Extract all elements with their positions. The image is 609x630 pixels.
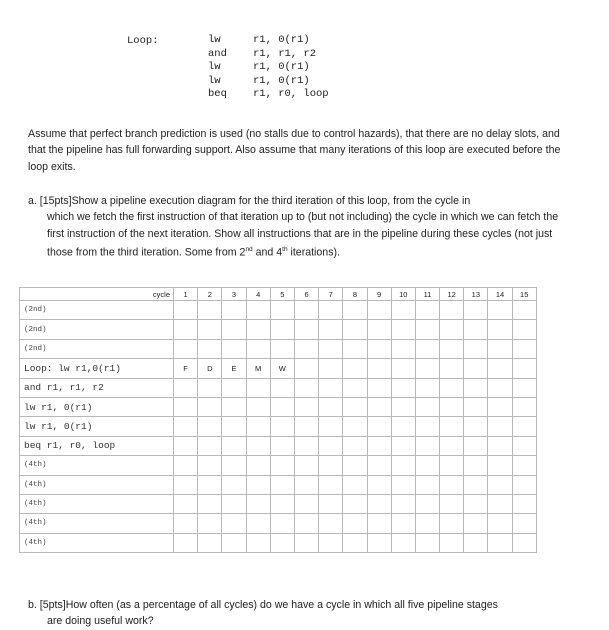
- stage-cell[interactable]: [440, 514, 464, 533]
- stage-cell[interactable]: [174, 475, 198, 494]
- stage-cell[interactable]: [440, 359, 464, 378]
- stage-cell[interactable]: [198, 417, 222, 436]
- stage-cell[interactable]: [415, 378, 439, 397]
- operands: r1, r0, loop: [253, 88, 329, 100]
- stage-cell[interactable]: [174, 494, 198, 513]
- stage-cell[interactable]: [294, 417, 318, 436]
- stage-cell[interactable]: [464, 417, 488, 436]
- cycle-number: 12: [440, 288, 464, 301]
- stage-cell[interactable]: [440, 533, 464, 552]
- stage-cell[interactable]: [343, 456, 367, 475]
- instruction-label: (4th): [20, 514, 174, 533]
- stage-cell[interactable]: [488, 320, 512, 339]
- stage-cell[interactable]: [488, 533, 512, 552]
- stage-cell[interactable]: [440, 417, 464, 436]
- stage-cell[interactable]: W: [270, 359, 294, 378]
- stage-cell[interactable]: [512, 494, 536, 513]
- instruction-label: lw r1, 0(r1): [20, 397, 174, 416]
- stage-cell[interactable]: [367, 533, 391, 552]
- stage-cell[interactable]: [367, 378, 391, 397]
- stage-cell[interactable]: [367, 514, 391, 533]
- stage-cell[interactable]: [464, 436, 488, 455]
- stage-cell[interactable]: [319, 494, 343, 513]
- stage-cell[interactable]: [512, 397, 536, 416]
- stage-cell[interactable]: [246, 320, 270, 339]
- cycle-number: 14: [488, 288, 512, 301]
- instruction-row: [20, 475, 537, 494]
- instruction-row: [20, 301, 537, 320]
- stage-cell[interactable]: [319, 475, 343, 494]
- operands: r1, 0(r1): [253, 74, 310, 87]
- stage-cell[interactable]: [464, 359, 488, 378]
- stage-cell[interactable]: [174, 417, 198, 436]
- stage-cell[interactable]: [198, 436, 222, 455]
- stage-cell[interactable]: [512, 514, 536, 533]
- stage-cell[interactable]: [367, 320, 391, 339]
- stage-cell[interactable]: [246, 417, 270, 436]
- stage-cell[interactable]: [343, 320, 367, 339]
- stage-cell[interactable]: [488, 301, 512, 320]
- stage-cell[interactable]: [367, 359, 391, 378]
- stage-cell[interactable]: [391, 417, 415, 436]
- stage-cell[interactable]: [488, 397, 512, 416]
- stage-cell[interactable]: [343, 339, 367, 358]
- question-b-line1: b. [5pts]How often (as a percentage of all cycles) do we have a cycle in which all five pipeline stages: [28, 599, 498, 611]
- instruction-label: (4th): [20, 456, 174, 475]
- stage-cell[interactable]: [488, 359, 512, 378]
- stage-cell[interactable]: [488, 339, 512, 358]
- stage-cell[interactable]: [343, 359, 367, 378]
- stage-cell[interactable]: [440, 436, 464, 455]
- stage-cell[interactable]: [464, 456, 488, 475]
- stage-cell[interactable]: [391, 494, 415, 513]
- stage-cell[interactable]: [246, 494, 270, 513]
- cycle-number: 13: [464, 288, 488, 301]
- stage-cell[interactable]: [488, 378, 512, 397]
- instruction-row: [20, 320, 537, 339]
- stage-cell[interactable]: [391, 436, 415, 455]
- cycle-number: 7: [319, 288, 343, 301]
- stage-cell[interactable]: [222, 417, 246, 436]
- stage-cell[interactable]: [391, 514, 415, 533]
- question-a-tail: iterations).: [287, 246, 340, 259]
- operands: r1, 0(r1): [253, 61, 310, 73]
- opcode-column: [208, 34, 244, 102]
- stage-cell[interactable]: [246, 514, 270, 533]
- stage-cell[interactable]: [488, 456, 512, 475]
- stage-cell[interactable]: [415, 475, 439, 494]
- stage-cell[interactable]: [319, 417, 343, 436]
- stage-cell[interactable]: [246, 397, 270, 416]
- question-a-body: [28, 209, 576, 260]
- operand-column: [253, 34, 393, 102]
- cycle-number: 2: [198, 288, 222, 301]
- instruction-label: (4th): [20, 533, 174, 552]
- stage-cell[interactable]: [415, 339, 439, 358]
- stage-cell[interactable]: [294, 494, 318, 513]
- stage-cell[interactable]: [270, 514, 294, 533]
- superscript-nd: nd: [245, 245, 253, 253]
- stage-cell[interactable]: [174, 436, 198, 455]
- stage-cell[interactable]: [343, 436, 367, 455]
- stage-cell[interactable]: [174, 397, 198, 416]
- stage-cell[interactable]: [343, 514, 367, 533]
- instruction-row: [20, 417, 537, 436]
- stage-cell[interactable]: [246, 456, 270, 475]
- stage-cell[interactable]: [367, 339, 391, 358]
- stage-cell[interactable]: [319, 339, 343, 358]
- stage-cell[interactable]: [294, 533, 318, 552]
- loop-label: Loop:: [127, 35, 159, 47]
- stage-cell[interactable]: [198, 339, 222, 358]
- stage-cell[interactable]: [464, 475, 488, 494]
- stage-cell[interactable]: [319, 514, 343, 533]
- stage-cell[interactable]: [488, 417, 512, 436]
- opcode: lw: [208, 74, 221, 87]
- stage-cell[interactable]: [415, 514, 439, 533]
- stage-cell[interactable]: [512, 339, 536, 358]
- stage-cell[interactable]: [270, 339, 294, 358]
- question-a-mid: and 4: [252, 246, 283, 259]
- stage-cell[interactable]: [198, 456, 222, 475]
- stage-cell[interactable]: [415, 397, 439, 416]
- question-b-line2: are doing useful work?: [47, 614, 154, 627]
- stage-cell[interactable]: [343, 417, 367, 436]
- stage-cell[interactable]: F: [174, 359, 198, 378]
- stage-cell[interactable]: [440, 339, 464, 358]
- stage-cell[interactable]: [319, 359, 343, 378]
- opcode: and: [208, 47, 227, 60]
- stage-cell[interactable]: [440, 475, 464, 494]
- question-a-text: which we fetch the first instruction of that iteration up to (but not including) the cycle in which we can fetch the first instruction of the next iteration. Show all instructions that are in the pipeline during these cycles (not just those from the third iteration. Some from 2: [47, 211, 559, 259]
- stage-cell[interactable]: [391, 359, 415, 378]
- stage-cell[interactable]: [270, 301, 294, 320]
- instruction-label: lw r1, 0(r1): [20, 417, 174, 436]
- instruction-row: [20, 436, 537, 455]
- stage-cell[interactable]: [174, 320, 198, 339]
- instruction-row: [20, 359, 537, 378]
- stage-cell[interactable]: [294, 475, 318, 494]
- stage-cell[interactable]: [270, 397, 294, 416]
- stage-cell[interactable]: [391, 378, 415, 397]
- stage-cell[interactable]: [512, 301, 536, 320]
- stage-cell[interactable]: [294, 320, 318, 339]
- instruction-row: [20, 514, 537, 533]
- stage-cell[interactable]: [464, 301, 488, 320]
- stage-cell[interactable]: [319, 301, 343, 320]
- stage-cell[interactable]: [488, 475, 512, 494]
- instruction-row: [20, 339, 537, 358]
- stage-cell[interactable]: [367, 456, 391, 475]
- stage-cell[interactable]: [294, 514, 318, 533]
- stage-cell[interactable]: [464, 533, 488, 552]
- stage-cell[interactable]: [174, 533, 198, 552]
- stage-cell[interactable]: [440, 320, 464, 339]
- stage-cell[interactable]: [222, 456, 246, 475]
- stage-cell[interactable]: [415, 456, 439, 475]
- stage-cell[interactable]: [512, 320, 536, 339]
- stage-cell[interactable]: [270, 320, 294, 339]
- stage-cell[interactable]: [488, 436, 512, 455]
- stage-cell[interactable]: [343, 301, 367, 320]
- stage-cell[interactable]: [512, 417, 536, 436]
- stage-cell[interactable]: [319, 533, 343, 552]
- cycle-corner-label: cycle: [20, 288, 174, 301]
- stage-cell[interactable]: [464, 494, 488, 513]
- question-a: [28, 193, 576, 261]
- stage-cell[interactable]: [174, 456, 198, 475]
- cycle-header-row: [20, 288, 537, 301]
- instruction-row: [20, 533, 537, 552]
- stage-cell[interactable]: [464, 320, 488, 339]
- stage-cell[interactable]: [246, 339, 270, 358]
- stage-cell[interactable]: [343, 475, 367, 494]
- stage-cell[interactable]: [246, 436, 270, 455]
- instruction-label: and r1, r1, r2: [20, 378, 174, 397]
- stage-cell[interactable]: [294, 456, 318, 475]
- instruction-row: [20, 397, 537, 416]
- stage-cell[interactable]: [198, 378, 222, 397]
- stage-cell[interactable]: [270, 378, 294, 397]
- stage-cell[interactable]: [367, 475, 391, 494]
- question-b: [28, 598, 588, 629]
- stage-cell[interactable]: [222, 397, 246, 416]
- stage-cell[interactable]: [391, 339, 415, 358]
- stage-cell[interactable]: [512, 533, 536, 552]
- stage-cell[interactable]: [440, 456, 464, 475]
- stage-cell[interactable]: [270, 417, 294, 436]
- stage-cell[interactable]: [319, 397, 343, 416]
- stage-cell[interactable]: [343, 494, 367, 513]
- stage-cell[interactable]: [512, 359, 536, 378]
- stage-cell[interactable]: [222, 514, 246, 533]
- instruction-row: [20, 456, 537, 475]
- stage-cell[interactable]: [391, 397, 415, 416]
- stage-cell[interactable]: [294, 436, 318, 455]
- stage-cell[interactable]: [415, 320, 439, 339]
- assumptions-paragraph: Assume that perfect branch prediction is used (no stalls due to control hazards), that there are no delay slots, and that the pipeline has full forwarding support. Also assume that many iterations of this loop are executed before the loop exits.: [28, 128, 561, 173]
- cycle-number: 4: [246, 288, 270, 301]
- stage-cell[interactable]: [343, 378, 367, 397]
- cycle-number: 3: [222, 288, 246, 301]
- stage-cell[interactable]: [488, 494, 512, 513]
- stage-cell[interactable]: [198, 533, 222, 552]
- instruction-label: (2nd): [20, 301, 174, 320]
- cycle-number: 1: [174, 288, 198, 301]
- stage-cell[interactable]: M: [246, 359, 270, 378]
- stage-cell[interactable]: [294, 397, 318, 416]
- stage-cell[interactable]: [294, 359, 318, 378]
- stage-cell[interactable]: [174, 339, 198, 358]
- stage-cell[interactable]: [367, 494, 391, 513]
- stage-cell[interactable]: [294, 378, 318, 397]
- stage-cell[interactable]: [512, 436, 536, 455]
- stage-cell[interactable]: [270, 436, 294, 455]
- instruction-label: (4th): [20, 475, 174, 494]
- stage-cell[interactable]: [415, 417, 439, 436]
- stage-cell[interactable]: [222, 475, 246, 494]
- opcode: lw: [208, 34, 221, 46]
- stage-cell[interactable]: [174, 301, 198, 320]
- stage-cell[interactable]: [174, 378, 198, 397]
- stage-cell[interactable]: [246, 378, 270, 397]
- stage-cell[interactable]: [391, 475, 415, 494]
- stage-cell[interactable]: [246, 533, 270, 552]
- stage-cell[interactable]: [464, 339, 488, 358]
- stage-cell[interactable]: [488, 514, 512, 533]
- cycle-number: 10: [391, 288, 415, 301]
- cycle-number: 9: [367, 288, 391, 301]
- stage-cell[interactable]: [198, 494, 222, 513]
- stage-cell[interactable]: E: [222, 359, 246, 378]
- stage-cell[interactable]: [415, 533, 439, 552]
- stage-cell[interactable]: [415, 359, 439, 378]
- stage-cell[interactable]: [440, 378, 464, 397]
- instruction-label: (4th): [20, 494, 174, 513]
- stage-cell[interactable]: [440, 301, 464, 320]
- opcode: lw: [208, 61, 221, 73]
- stage-cell[interactable]: [440, 494, 464, 513]
- stage-cell[interactable]: [270, 533, 294, 552]
- superscript-th: th: [282, 245, 288, 253]
- stage-cell[interactable]: [391, 456, 415, 475]
- cycle-number: 5: [270, 288, 294, 301]
- stage-cell[interactable]: [512, 475, 536, 494]
- stage-cell[interactable]: [319, 456, 343, 475]
- stage-cell[interactable]: [391, 533, 415, 552]
- question-a-first-line: a. [15pts]Show a pipeline execution diagram for the third iteration of this loop, from the cycle in: [28, 195, 471, 207]
- stage-cell[interactable]: [174, 514, 198, 533]
- stage-cell[interactable]: [198, 514, 222, 533]
- stage-cell[interactable]: [270, 456, 294, 475]
- cycle-number: 15: [512, 288, 536, 301]
- stage-cell[interactable]: [367, 417, 391, 436]
- stage-cell[interactable]: [198, 397, 222, 416]
- stage-cell[interactable]: [512, 456, 536, 475]
- instruction-row: [20, 378, 537, 397]
- stage-cell[interactable]: [319, 436, 343, 455]
- cycle-number: 8: [343, 288, 367, 301]
- stage-cell[interactable]: [222, 339, 246, 358]
- operands: r1, r1, r2: [253, 47, 317, 60]
- stage-cell[interactable]: [367, 436, 391, 455]
- stage-cell[interactable]: [415, 494, 439, 513]
- stage-cell[interactable]: [512, 378, 536, 397]
- instruction-label: Loop: lw r1,0(r1): [20, 359, 174, 378]
- stage-cell[interactable]: [319, 378, 343, 397]
- cycle-number: 6: [294, 288, 318, 301]
- stage-cell[interactable]: [415, 436, 439, 455]
- stage-cell[interactable]: [294, 339, 318, 358]
- stage-cell[interactable]: [343, 533, 367, 552]
- stage-cell[interactable]: [464, 514, 488, 533]
- stage-cell[interactable]: [415, 301, 439, 320]
- stage-cell[interactable]: [270, 475, 294, 494]
- stage-cell[interactable]: [319, 320, 343, 339]
- stage-cell[interactable]: [391, 301, 415, 320]
- stage-cell[interactable]: [270, 494, 294, 513]
- stage-cell[interactable]: [222, 378, 246, 397]
- stage-cell[interactable]: [343, 397, 367, 416]
- stage-cell[interactable]: [464, 397, 488, 416]
- stage-cell[interactable]: [367, 397, 391, 416]
- stage-cell[interactable]: [222, 436, 246, 455]
- stage-cell[interactable]: [222, 533, 246, 552]
- pipeline-diagram-table: [19, 287, 537, 553]
- instruction-label: beq r1, r0, loop: [20, 436, 174, 455]
- stage-cell[interactable]: [391, 320, 415, 339]
- stage-cell[interactable]: [294, 301, 318, 320]
- stage-cell[interactable]: [222, 494, 246, 513]
- stage-cell[interactable]: [222, 320, 246, 339]
- instruction-label: (2nd): [20, 339, 174, 358]
- stage-cell[interactable]: [198, 301, 222, 320]
- instruction-label: (2nd): [20, 320, 174, 339]
- stage-cell[interactable]: [198, 475, 222, 494]
- operands: r1, 0(r1): [253, 34, 310, 46]
- stage-cell[interactable]: [222, 301, 246, 320]
- stage-cell[interactable]: [198, 320, 222, 339]
- stage-cell[interactable]: [246, 301, 270, 320]
- opcode: beq: [208, 88, 227, 100]
- instruction-row: [20, 494, 537, 513]
- stage-cell[interactable]: [440, 397, 464, 416]
- stage-cell[interactable]: [367, 301, 391, 320]
- stage-cell[interactable]: [464, 378, 488, 397]
- cycle-number: 11: [415, 288, 439, 301]
- stage-cell[interactable]: [246, 475, 270, 494]
- stage-cell[interactable]: D: [198, 359, 222, 378]
